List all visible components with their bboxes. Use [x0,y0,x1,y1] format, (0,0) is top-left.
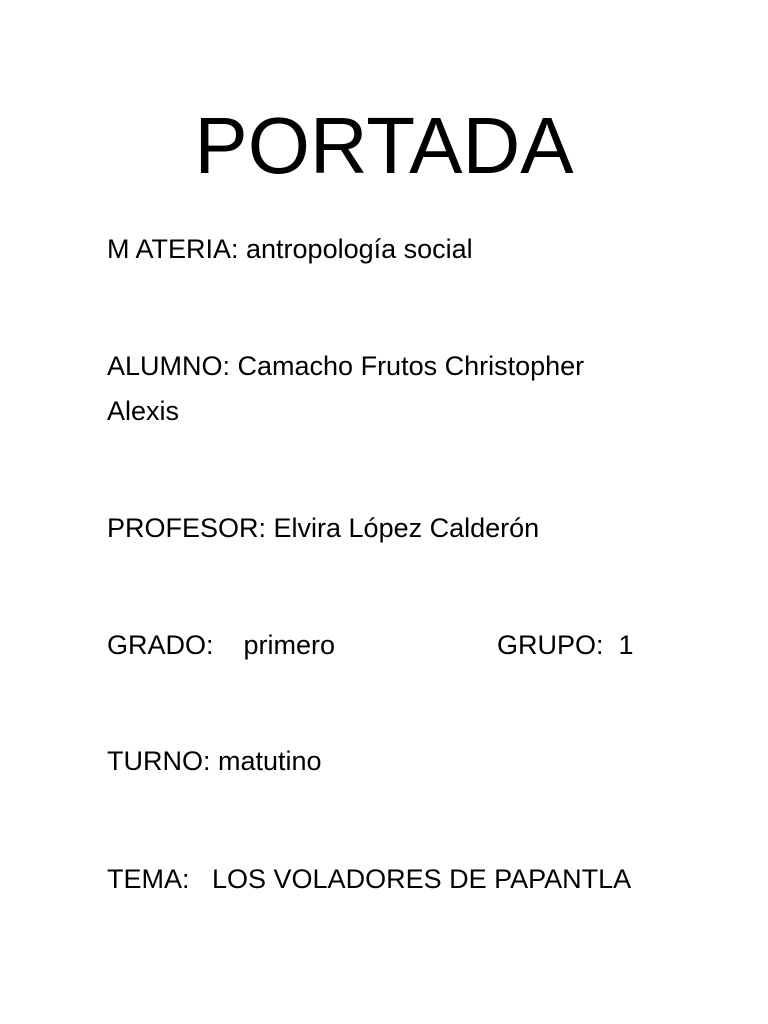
materia-line: M ATERIA: antropología social [107,234,473,264]
grado-line: GRADO: primero [107,630,336,660]
alumno-line-continuation: Alexis [107,396,180,426]
turno-line: TURNO: matutino [107,746,322,776]
grupo-line: GRUPO: 1 [497,630,634,660]
profesor-line: PROFESOR: Elvira López Calderón [107,513,540,543]
alumno-line: ALUMNO: Camacho Frutos Christopher [107,351,585,381]
page-title: PORTADA [194,101,574,190]
tema-line: TEMA: LOS VOLADORES DE PAPANTLA [107,864,632,894]
